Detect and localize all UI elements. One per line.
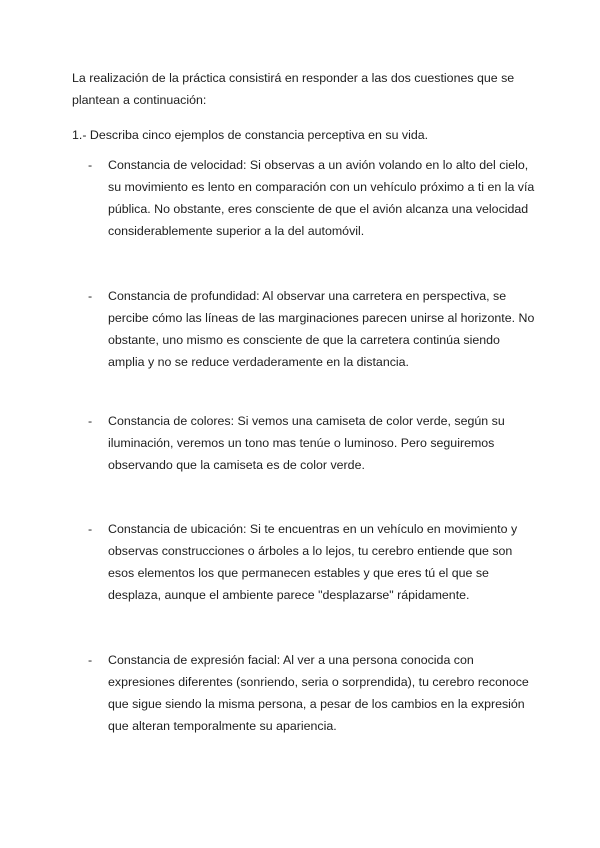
list-item-text: Constancia de ubicación: Si te encuentras en un vehículo en movimiento y observas construcciones o árboles a lo lejos, tu cerebro entiende que son esos elementos los que permanecen estables y que eres tú el que se desplaza, aunque el ambiente parece "desplazarse" rápidamente. (108, 522, 518, 602)
intro-paragraph: La realización de la práctica consistirá en responder a las dos cuestiones que se plantean a continuación: (72, 71, 515, 107)
list-item-text: Constancia de velocidad: Si observas a un avión volando en lo alto del cielo, su movimiento es lento en comparación con un vehículo próximo a ti en la vía pública. No obstante, eres consciente de que el avión alcanza una velocidad considerablemente superior a la del automóvil. (108, 158, 535, 238)
list-item-text: Constancia de profundidad: Al observar una carretera en perspectiva, se percibe cómo las líneas de las marginaciones parecen unirse al horizonte. No obstante, uno mismo es consciente de que la carretera continúa siendo amplia y no se reduce verdaderamente en la distancia. (108, 289, 535, 369)
list-item-text: Constancia de colores: Si vemos una camiseta de color verde, según su iluminación, veremos un tono mas tenúe o luminoso. Pero seguiremos observando que la camiseta es de color verde. (108, 414, 505, 472)
bullet-dash: - (88, 158, 93, 172)
bullet-dash: - (88, 414, 93, 428)
question-1-heading: 1.- Describa cinco ejemplos de constancia perceptiva en su vida. (72, 128, 429, 142)
bullet-dash: - (88, 522, 93, 536)
list-item-text: Constancia de expresión facial: Al ver a una persona conocida con expresiones diferentes (sonriendo, seria o sorprendida), tu cerebro reconoce que sigue siendo la misma persona, a pesar de los cambios en la expresión que alteran temporalmente su apariencia. (108, 653, 529, 733)
bullet-dash: - (88, 289, 93, 303)
bullet-dash: - (88, 653, 93, 667)
